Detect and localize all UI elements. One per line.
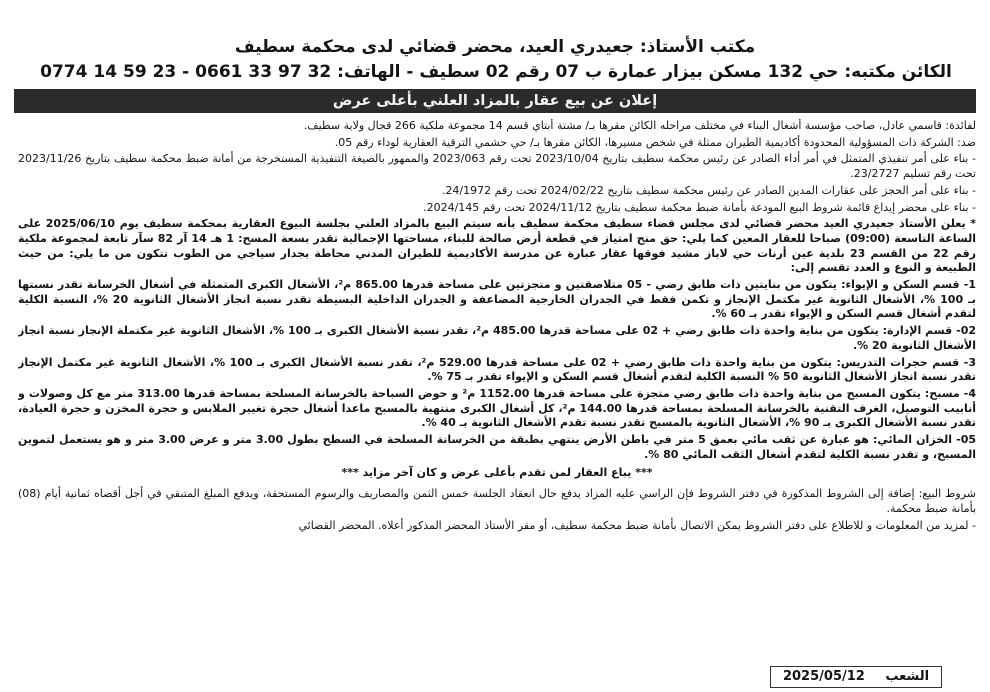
notice-banner: إعلان عن بيع عقار بالمزاد العلني بأعلى عرض bbox=[14, 89, 976, 113]
newspaper-name: الشعب bbox=[885, 669, 930, 684]
notice-body bbox=[18, 119, 976, 655]
administration-section-paragraph: 02- قسم الإدارة: يتكون من بناية واحدة ذات طابق رضي + 02 على مساحة قدرها 485.00 م²، تقدر نسبة الأشغال الكبرى بـ 100 %، الأشغال الثانوية غير مكتملة الإنجاز نسبة انجاز الأشغال الثانوية 20 %. bbox=[18, 324, 976, 352]
water-tank-paragraph: 05- الخزان المائي: هو عبارة عن ثقب مائي بعمق 5 متر في باطن الأرض ينتهي بطبقة من الخرسانة المسلحة في السطح بطول 3.00 متر و عرض 3.00 متر و هو يستعمل لتموين المسبح، و تقدر نسبة الكلية لتقدم أشغال الثقب المائي 80 %. bbox=[18, 433, 976, 461]
pool-section-paragraph: 4- مسبح: يتكون المسبح من بناية واحدة ذات طابق رضي متجزة على مساحة قدرها 1152.00 م² و حوض السباحة بالخرسانة المسلحة بمساحة قدرها 313.00 متر مع كل وصولات و أنابيب التوصيل، الغرف التقنية بالخرسانة المسلحة بمساحة قدرها 144.00 م²، كل أشغال الكبرى منتهية بالمسبح ماعدا أشغال حجرة تغيير الملابس و حجرة المخزن و حجرة العيادة، تقدر نسبة الأشغال الكبرى بـ 90 %، الأشغال الثانوية بالمسبح تقدر نسبة تقدم الأشغال الثانوية بـ 40 %. bbox=[18, 386, 976, 430]
classrooms-section-paragraph: 3- قسم حجرات التدريس: يتكون من بناية واحدة ذات طابق رضي + 02 على مساحة قدرها 529.00 م²، تقدر نسبة الأشغال الكبرى بـ 100 %، الأشغال الثانوية غير مكتمل الإنجاز تقدر نسبة انجاز الأشغال الثانوية 50 % النسبة الكلية لتقدم أشغال قسم السكن و الإيواء تقدر بـ 75 %. bbox=[18, 355, 976, 384]
seizure-order-paragraph: - بناء على أمر الحجز على عقارات المدين الصادر عن رئيس محكمة سطيف بتاريخ 2024/02/22 تحت رقم 24/1972. bbox=[441, 183, 976, 197]
publication-date: 2025/05/12 bbox=[782, 669, 865, 684]
beneficiary-paragraph: لفائدة: قاسمي عادل، صاحب مؤسسة أشغال البناء في مختلف مراحله الكائن مقرها بـ/ مشتة أبتاي قسم 14 مجموعة ملكية 266 قجال ولاية سطيف. bbox=[303, 119, 976, 132]
debtor-paragraph: ضد: الشركة ذات المسؤولية المحدودة أكاديمية الطيران ممثلة في شخص مسيرها، الكائن مقرها بـ/ حي حشمي الترقية العقارية لوداء رقم 05. bbox=[334, 135, 976, 149]
sale-statement: *** يباع العقار لمن تقدم بأعلى عرض و كان آخر مزايد *** bbox=[341, 466, 653, 480]
enforcement-order-paragraph: - بناء على أمر تنفيذي المتمثل في أمر أداء الصادر عن رئيس محكمة سطيف بتاريخ 2023/10/04 تحت رقم 2023/063 والممهور بالصيغة التنفيذية المستخرجة من أمانة ضبط محكمة سطيف بتاريخ 2023/11/26 تحت رقم تسليم 23/2727. bbox=[18, 152, 976, 181]
sale-conditions-paragraph: شروط البيع: إضافة إلى الشروط المذكورة في دفتر الشروط فإن الراسي عليه المزاد يدفع حال انعقاد الجلسة خمس الثمن والمصاريف والرسوم المستحقة، ويدفع المبلغ المتبقي في أجل أقصاه ثمانية أيام (08) بأمانة ضبط محكمة. bbox=[18, 487, 976, 515]
auction-announcement-paragraph: * يعلن الأستاذ جعيدري العيد محضر قضائي لدى مجلس قضاء سطيف محكمة سطيف بأنه سيتم البيع بالمزاد العلني بجلسة البيوع العقارية بمحكمة سطيف يوم 2025/06/10 على الساعة التاسعة (09:00) صباحا للعقار المعين كما يلي: حق منح امتياز في قطعة أرض صالحة للبناء، مساحتها الإجمالية تقدر بسعة المسح: 1 هـ 14 آر 82 سآر تابعة لمجموعة ملكية رقم 22 من القسم 23 بلدية عين أرنات حي لاباز مشيد فوقها عقار عبارة عن مدرسة الأكاديمية للطيران المدني محاطة بجدار سياجي من الطوب تتكون من ما يلي: من حيث الطبيعة و النوع و العدد تقسم إلى: bbox=[18, 217, 976, 275]
publication-footer bbox=[770, 666, 942, 688]
office-title: مكتب الأستاذ: جعيدري العيد، محضر قضائي لدى محكمة سطيف bbox=[234, 37, 756, 57]
office-address: الكائن مكتبه: حي 132 مسكن بيزار عمارة ب 07 رقم 02 سطيف - الهاتف: 32 97 33 0661 - 23 59 14 0774 bbox=[40, 62, 952, 82]
contact-info-paragraph: - لمزيد من المعلومات و للاطلاع على دفتر الشروط يمكن الاتصال بأمانة ضبط محكمة سطيف، أو مقر الأستاذ المحضر المذكور أعلاه. المحضر القضائي bbox=[298, 518, 976, 532]
conditions-deposit-paragraph: - بناء على محضر إيداع قائمة شروط البيع المودعة بأمانة ضبط محكمة سطيف بتاريخ 2024/11/12 تحت رقم 2024/145. bbox=[423, 200, 976, 214]
housing-section-paragraph: 1- قسم السكن و الإيواء: يتكون من بنايتين ذات طابق رضي - 05 متلاصقتين و متجزتين على مساحة قدرها 865.00 م²، الأشغال الكبرى المتمثلة في أشغال الخرسانة تقدر نسبتها بـ 100 %، الأشغال الثانوية غير مكتمل الإنجاز و تكمن فقط في الجدران الخارجية المضاعفة و الجدران الداخلية البسيطة تقدر نسبة انجاز الأشغال الثانوية 20 %، النسبة الكلية لتقدم أشغال قسم السكن و الإيواء تقدر بـ 60 %. bbox=[18, 278, 976, 321]
